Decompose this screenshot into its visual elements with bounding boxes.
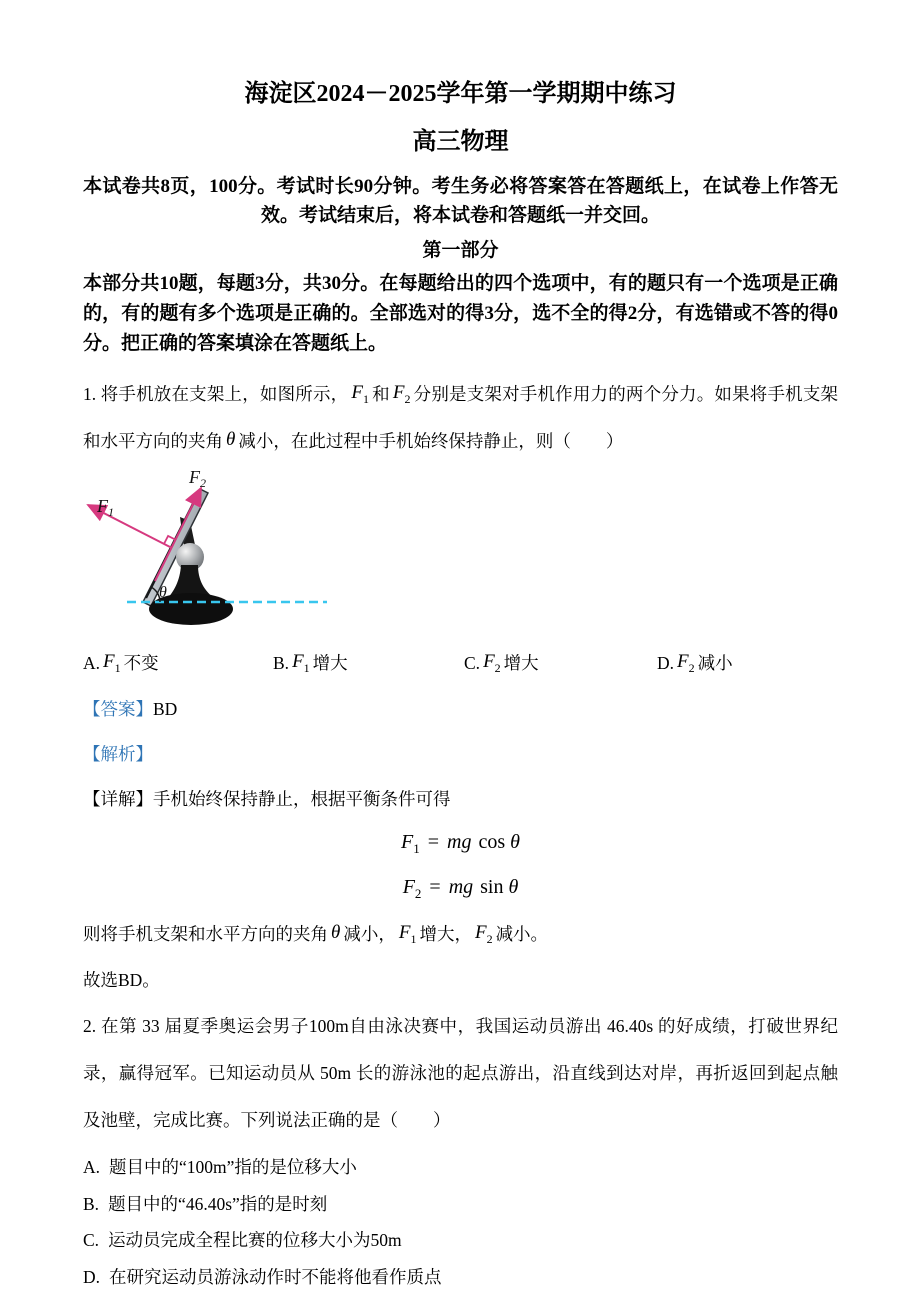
math-f1: $F_1$ bbox=[292, 651, 310, 675]
q1-option-b bbox=[273, 648, 464, 679]
q2-option-c-text: 运动员完成全程比赛的位移大小为50m bbox=[108, 1230, 402, 1250]
q2-option-c bbox=[83, 1222, 838, 1259]
exam-notice: 本试卷共8页，100分。考试时长90分钟。考生务必将答案答在答题纸上，在试卷上作答无效。考试结束后，将本试卷和答题纸一并交回。 bbox=[83, 176, 838, 226]
q1-conclusion-line bbox=[83, 917, 838, 952]
math-f1: $F_1$ bbox=[103, 651, 121, 675]
analysis-tag: 【解析】 bbox=[83, 744, 153, 764]
answer-tag: 【答案】 bbox=[83, 699, 153, 719]
equation-f1: $F_1$ = mg cos θ bbox=[401, 831, 520, 856]
conclusion-text-b: 减小， bbox=[343, 924, 396, 944]
q1-option-a-letter: A. bbox=[83, 653, 101, 673]
equation-f2: $F_2$ = mg sin θ bbox=[402, 876, 519, 901]
math-f1: $F_1$ bbox=[398, 922, 417, 946]
q1-final-answer-line: 故选BD。 bbox=[83, 970, 160, 990]
q2-option-d-text: 在研究运动员游泳动作时不能将他看作质点 bbox=[109, 1266, 442, 1287]
q1-option-b-letter: B. bbox=[273, 653, 290, 673]
q2-option-d-letter: D. bbox=[83, 1266, 101, 1287]
q1-option-b-text: 增大 bbox=[312, 653, 348, 673]
question1-stem bbox=[83, 371, 838, 465]
page-subtitle: 高三物理 bbox=[412, 129, 509, 155]
math-f2: $F_2$ bbox=[474, 922, 493, 946]
f2-label: $F_2$ bbox=[189, 469, 206, 490]
q2-option-b-letter: B. bbox=[83, 1193, 100, 1214]
q1-stem-text-c: 分别是支架对手机作用力的两个分力。如果将手机支架和水平方向的夹角 bbox=[83, 384, 839, 451]
q1-analysis-line bbox=[83, 739, 838, 769]
q2-option-c-letter: C. bbox=[83, 1230, 100, 1250]
math-theta: θ bbox=[331, 922, 341, 943]
page-content bbox=[0, 78, 920, 1295]
q1-stem-text-b: 和 bbox=[371, 384, 390, 404]
q2-option-d bbox=[83, 1259, 838, 1296]
q1-stem-text-d: 减小，在此过程中手机始终保持静止，则（ ） bbox=[238, 431, 624, 451]
q1-option-c-letter: C. bbox=[464, 653, 481, 673]
math-f1: $F_1$ bbox=[351, 382, 369, 406]
detail-tag: 【详解】 bbox=[83, 789, 153, 809]
conclusion-text-c: 增大， bbox=[419, 924, 472, 944]
phone-stand-figure bbox=[77, 469, 838, 638]
q1-stem-text-a: 1. 将手机放在支架上，如图所示， bbox=[83, 384, 349, 404]
conclusion-text-a: 则将手机支架和水平方向的夹角 bbox=[83, 924, 328, 944]
question2-stem: 2. 在第 33 届夏季奥运会男子100m自由泳决赛中，我国运动员游出 46.40s 的好成绩，打破世界纪录，赢得冠军。已知运动员从 50m 长的游泳池的起点游出，沿直线到达对岸，再折返回到起点触及池壁，完成比赛。下列说法正确的是（ ） bbox=[83, 1016, 838, 1130]
q1-option-a-text: 不变 bbox=[123, 653, 159, 673]
q1-detail-line bbox=[83, 784, 838, 814]
q2-option-b bbox=[83, 1186, 838, 1223]
conclusion-text-d: 减小。 bbox=[495, 924, 549, 944]
answer-value: BD bbox=[153, 699, 178, 719]
q1-option-d-text: 减小 bbox=[697, 653, 733, 673]
q1-answer-line bbox=[83, 694, 838, 724]
q2-option-a-text: 题目中的“100m”指的是位移大小 bbox=[109, 1157, 357, 1177]
detail-text: 手机始终保持静止，根据平衡条件可得 bbox=[153, 789, 451, 809]
math-f2: $F_2$ bbox=[392, 382, 411, 406]
question1-options bbox=[83, 648, 838, 679]
f1-label: $F_1$ bbox=[97, 496, 114, 519]
q1-option-d-letter: D. bbox=[657, 653, 675, 673]
page-title: 海淀区2024－2025学年第一学期期中练习 bbox=[244, 81, 677, 107]
math-theta: θ bbox=[226, 429, 236, 450]
q2-option-a-letter: A. bbox=[83, 1157, 101, 1177]
q2-option-a bbox=[83, 1149, 838, 1186]
q1-option-d bbox=[657, 648, 838, 679]
question2-options bbox=[83, 1149, 838, 1295]
q1-option-c bbox=[464, 648, 657, 679]
math-f2: $F_2$ bbox=[677, 651, 695, 675]
q1-option-c-text: 增大 bbox=[503, 653, 539, 673]
part1-instructions: 本部分共10题，每题3分，共30分。在每题给出的四个选项中，有的题只有一个选项是正确的，有的题有多个选项是正确的。全部选对的得3分，选不全的得2分，有选错或不答的得0分。把正确的答案填涂在答题纸上。 bbox=[83, 273, 838, 354]
q1-option-a bbox=[83, 648, 273, 679]
part1-heading: 第一部分 bbox=[422, 240, 499, 261]
angle-theta-label: θ bbox=[159, 584, 167, 601]
q2-option-b-text: 题目中的“46.40s”指的是时刻 bbox=[108, 1193, 328, 1214]
phone-stand-figure-svg bbox=[77, 469, 337, 633]
math-f2: $F_2$ bbox=[483, 651, 501, 675]
